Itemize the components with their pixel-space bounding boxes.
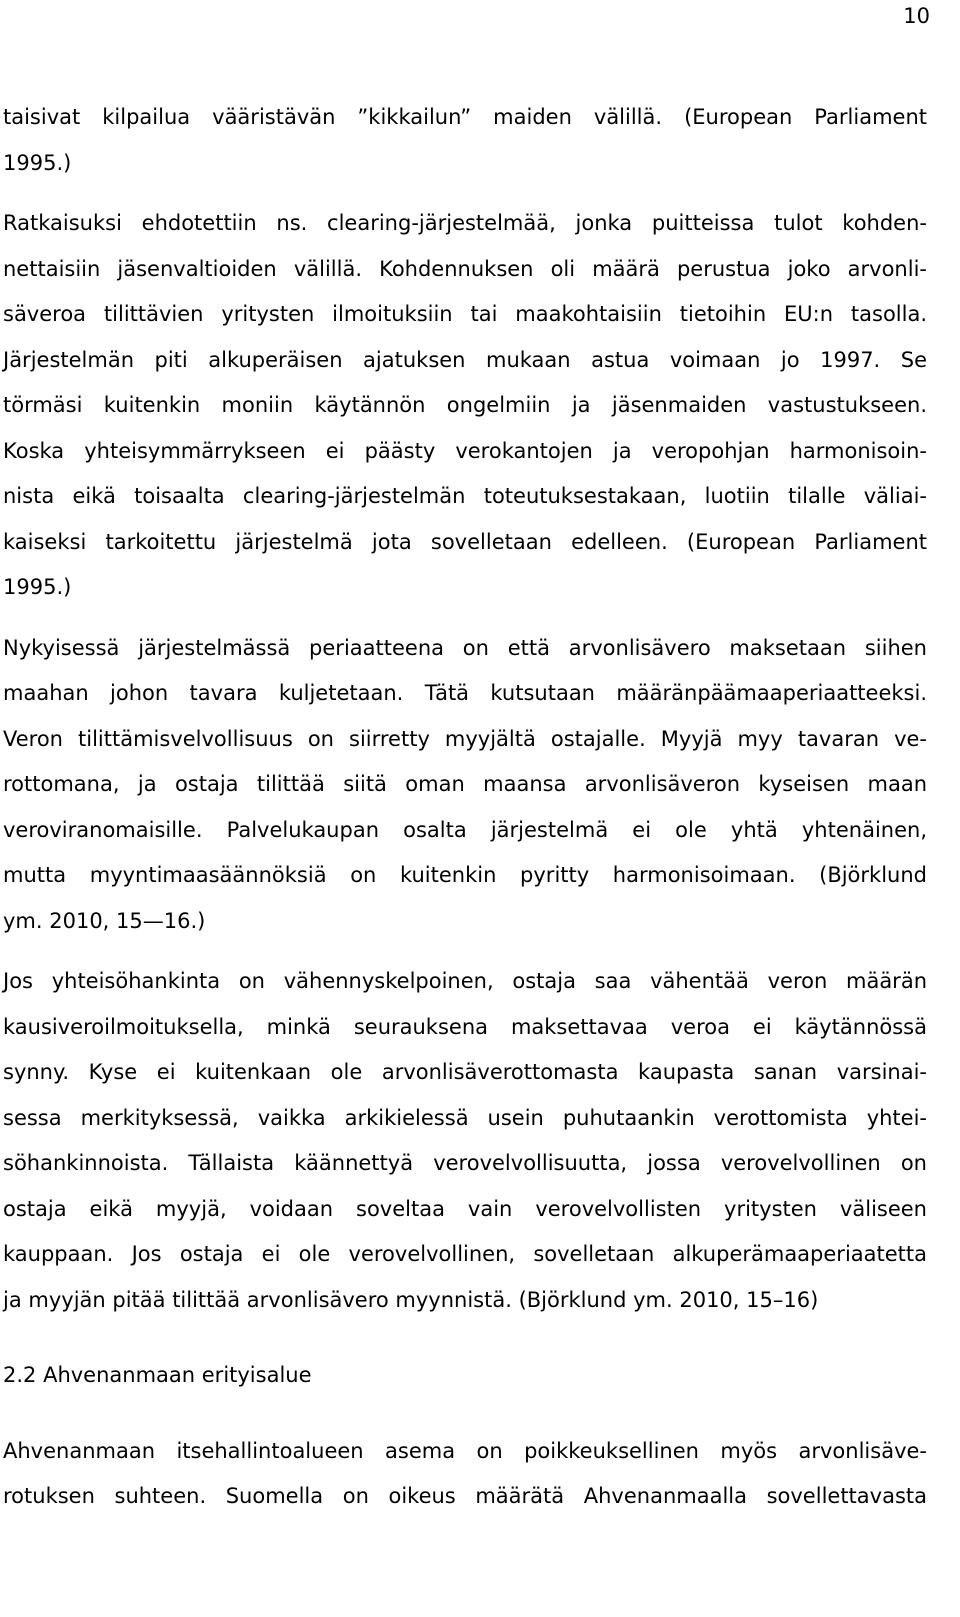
text-line: ja myyjän pitää tilittää arvonlisävero myynnistä. (Björklund ym. 2010, 15–16) [3,1287,819,1312]
text-line: mutta myyntimaasäännöksiä on kuitenkin pyritty harmonisoimaan. (Björklund [3,863,927,887]
text-line: nista eikä toisaalta clearing-järjestelmän toteutuksestakaan, luotiin tilalle väliai- [3,484,927,508]
text-line: maahan johon tavara kuljetetaan. Tätä kutsutaan määränpäämaaperiaatteeksi. [3,681,927,705]
text-line: rottomana, ja ostaja tilittää siitä oman maansa arvonlisäveron kyseisen maan [3,772,927,796]
paragraph-2 [3,201,927,611]
paragraph-1 [3,95,927,186]
text-line: kaiseksi tarkoitettu järjestelmä jota sovelletaan edelleen. (European Parliament [3,529,927,554]
text-line: Ratkaisuksi ehdotettiin ns. clearing-järjestelmää, jonka puitteissa tulot kohden- [3,211,927,235]
text-line: nettaisiin jäsenvaltioiden välillä. Kohdennuksen oli määrä perustua joko arvonli- [3,256,927,281]
paragraph-5 [3,1429,927,1520]
text-line: ostaja eikä myyjä, voidaan soveltaa vain verovelvollisten yritysten väliseen [3,1196,927,1221]
document-body [3,95,927,1520]
text-line: kausiveroilmoituksella, minkä seurauksena maksettavaa veroa ei käytännössä [3,1014,927,1039]
text-line: ym. 2010, 15—16.) [3,908,206,933]
text-line: Veron tilittämisvelvollisuus on siirretty myyjältä ostajalle. Myyjä myy tavaran ve- [3,726,927,751]
paragraph-4 [3,959,927,1323]
text-line: 1995.) [3,575,72,599]
text-line: 1995.) [3,150,72,175]
text-line: Jos yhteisöhankinta on vähennyskelpoinen, ostaja saa vähentää veron määrän [3,969,927,993]
page-number: 10 [903,4,930,28]
text-line: Nykyisessä järjestelmässä periaatteena on että arvonlisävero maksetaan siihen [3,635,927,660]
paragraph-3 [3,626,927,945]
text-line: veroviranomaisille. Palvelukaupan osalta järjestelmä ei ole yhtä yhtenäinen, [3,817,927,842]
text-line: rotuksen suhteen. Suomella on oikeus määrätä Ahvenanmaalla sovellettavasta [3,1484,927,1508]
text-line: säveroa tilittävien yritysten ilmoituksiin tai maakohtaisiin tietoihin EU:n tasolla. [3,302,927,326]
text-line: Järjestelmän piti alkuperäisen ajatuksen mukaan astua voimaan jo 1997. Se [3,347,927,372]
text-line: sessa merkityksessä, vaikka arkikielessä usein puhutaankin verottomista yhtei- [3,1105,927,1130]
text-line: kauppaan. Jos ostaja ei ole verovelvollinen, sovelletaan alkuperämaaperiaatetta [3,1242,927,1266]
text-line: Ahvenanmaan itsehallintoalueen asema on poikkeuksellinen myös arvonlisäve- [3,1438,927,1463]
text-line: taisivat kilpailua vääristävän ”kikkailun” maiden välillä. (European Parliament [3,105,927,129]
text-line: söhankinnoista. Tällaista käännettyä verovelvollisuutta, jossa verovelvollinen on [3,1151,927,1175]
section-heading: 2.2 Ahvenanmaan erityisalue [3,1363,312,1387]
text-line: synny. Kyse ei kuitenkaan ole arvonlisäverottomasta kaupasta sanan varsinai- [3,1060,927,1084]
text-line: Koska yhteisymmärrykseen ei päästy verokantojen ja veropohjan harmonisoin- [3,438,927,463]
text-line: törmäsi kuitenkin moniin käytännön ongelmiin ja jäsenmaiden vastustukseen. [3,393,927,417]
